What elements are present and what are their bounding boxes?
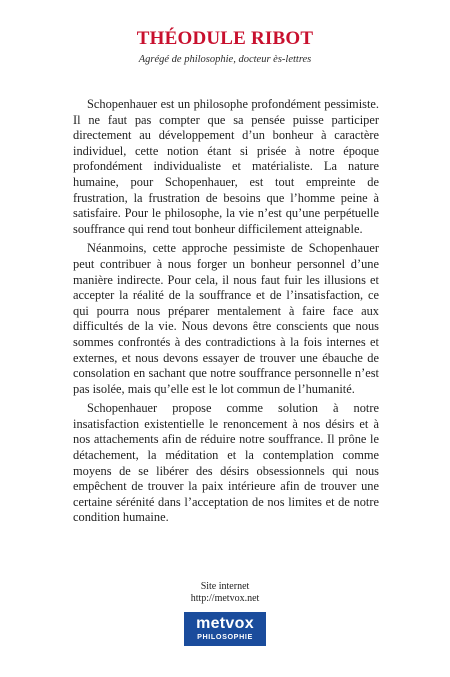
author-name: THÉODULE RIBOT — [136, 28, 314, 49]
author-credentials: Agrégé de philosophie, docteur ès-lettres — [138, 54, 312, 65]
page-footer — [0, 581, 450, 646]
publisher-logo — [184, 612, 266, 646]
logo-subtitle: PHILOSOPHIE — [197, 632, 253, 641]
back-cover-text — [73, 97, 379, 530]
paragraph-2: Néanmoins, cette approche pessimiste de Schopenhauer peut contribuer à nous forger un bonheur personnel d’une manière indirecte. Pour cela, il nous faut fuir les illusions et accepter la réalité de la souffrance et de l’insatisfaction, ce qui pourra nous préparer mentalement à faire face aux difficultés de la vie. Nous devons être conscients que nous sommes confrontés à des contradictions à la fois internes et externes, et nous devons essayer de trouver une ébauche de consolation en sachant que notre souffrance personnelle n’est pas isolée, mais qu’elle est le lot commun de l’humanité. — [73, 241, 379, 396]
logo-wordmark: metvox — [196, 615, 254, 632]
paragraph-1: Schopenhauer est un philosophe profondément pessimiste. Il ne faut pas compter que sa pensée puisse participer directement au développement d’un bonheur à caractère individuel, cette notion étant si prisée à notre époque profondément individualiste et matérialiste. La nature humaine, pour Schopenhauer, est tout empreinte de frustration, la frustration de besoins que l’homme peine à satisfaire. Pour le philosophe, la vie n’est qu’une perpétuelle souffrance qui rend tout bonheur difficilement atteignable. — [73, 97, 379, 236]
site-url: http://metvox.net — [190, 593, 260, 604]
page-header — [0, 28, 450, 66]
site-label: Site internet — [200, 581, 250, 592]
paragraph-3: Schopenhauer propose comme solution à notre insatisfaction existentielle le renoncement à nos désirs et à nos attachements afin de réduire notre souffrance. Il prône le détachement, la méditation et la contemplation comme moyens de se libérer des désirs obsessionnels qui nous empêchent de trouver la paix intérieure afin de trouver une certaine sérénité dans l’acceptation de nos limites et de notre condition humaine. — [73, 401, 379, 525]
